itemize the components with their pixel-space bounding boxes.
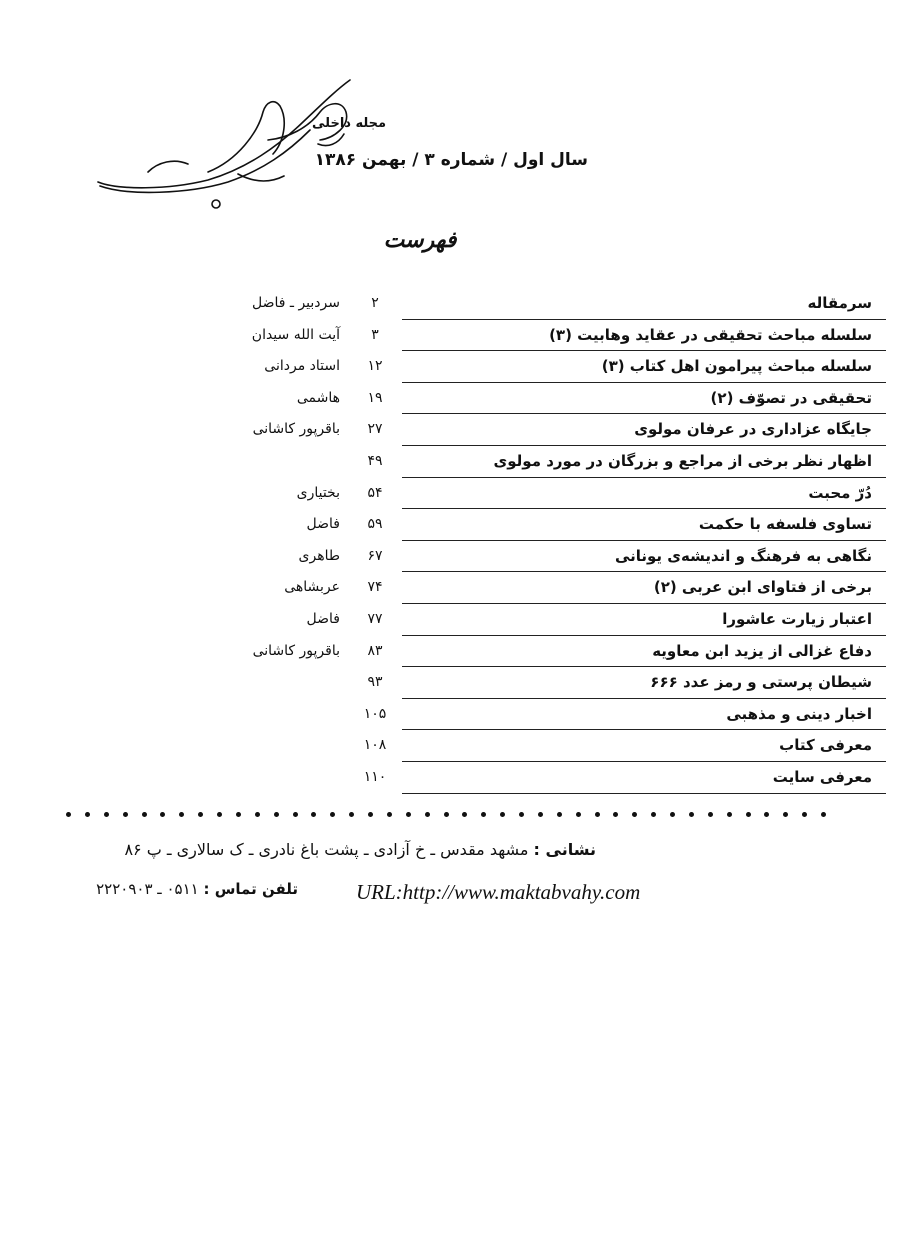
divider-dot xyxy=(179,812,184,817)
divider-dot xyxy=(802,812,807,817)
toc-entry-author: طاهری xyxy=(298,547,340,564)
toc-entry-page: ۲۷ xyxy=(367,421,383,438)
toc-row xyxy=(100,730,886,762)
table-of-contents xyxy=(100,288,886,794)
divider-dot xyxy=(595,812,600,817)
toc-entry-page: ۷۷ xyxy=(367,610,383,627)
divider-dot xyxy=(66,812,71,817)
toc-entry-page: ۶۷ xyxy=(367,547,383,564)
toc-entry-title: سلسله مباحث پیرامون اهل کتاب (۳) xyxy=(402,351,886,383)
address xyxy=(66,840,596,859)
toc-entry-author: سردبیر ـ فاضل xyxy=(252,295,340,311)
divider-dot xyxy=(406,812,411,817)
divider-dot xyxy=(557,812,562,817)
toc-row xyxy=(100,288,886,320)
toc-entry-page: ۵۴ xyxy=(367,484,383,501)
divider-dot xyxy=(368,812,373,817)
divider-dot xyxy=(198,812,203,817)
toc-entry-page: ۱۰۵ xyxy=(363,705,387,722)
divider-dot xyxy=(255,812,260,817)
toc-entry-title: معرفی کتاب xyxy=(402,730,886,762)
toc-entry-page: ۸۳ xyxy=(367,642,383,659)
divider-dot xyxy=(708,812,713,817)
divider-dot xyxy=(500,812,505,817)
toc-entry-author: هاشمی xyxy=(296,389,340,406)
toc-entry-page: ۴۹ xyxy=(367,452,383,469)
divider-dot xyxy=(727,812,732,817)
divider-dot xyxy=(519,812,524,817)
toc-heading: فهرست xyxy=(383,228,457,253)
toc-entry-author: بختیاری xyxy=(296,484,340,501)
phone xyxy=(66,880,298,898)
toc-entry-title: تساوی فلسفه با حکمت xyxy=(402,509,886,541)
toc-row xyxy=(100,604,886,636)
toc-entry-title: جایگاه عزاداری در عرفان مولوی xyxy=(402,414,886,446)
toc-entry-title: اظهار نظر برخی از مراجع و بزرگان در مورد مولوی xyxy=(402,446,886,478)
divider-dot xyxy=(236,812,241,817)
magazine-type-label: مجله داخلی xyxy=(312,116,387,131)
divider-dot xyxy=(293,812,298,817)
toc-entry-page: ۱۹ xyxy=(367,389,383,406)
toc-entry-page: ۱۱۰ xyxy=(363,768,387,785)
divider-dot xyxy=(330,812,335,817)
toc-row xyxy=(100,414,886,446)
divider-dot xyxy=(746,812,751,817)
toc-entry-title: برخی از فتاوای ابن عربی (۲) xyxy=(402,572,886,604)
toc-entry-title: نگاهی به فرهنگ و اندیشه‌ی یونانی xyxy=(402,541,886,573)
toc-row xyxy=(100,446,886,478)
toc-row xyxy=(100,509,886,541)
toc-entry-author: فاضل xyxy=(306,516,340,533)
divider-dot xyxy=(85,812,90,817)
divider-dot xyxy=(274,812,279,817)
toc-row xyxy=(100,667,886,699)
toc-entry-title: معرفی سایت xyxy=(402,762,886,794)
toc-entry-author: عربشاهی xyxy=(284,579,340,596)
toc-entry-author: استاد مردانی xyxy=(264,358,340,375)
address-value: مشهد مقدس ـ خ آزادی ـ پشت باغ نادری ـ ک سالاری ـ پ ۸۶ xyxy=(124,840,529,859)
divider-dot xyxy=(104,812,109,817)
toc-entry-page: ۳ xyxy=(371,326,379,343)
divider-dot xyxy=(689,812,694,817)
toc-row xyxy=(100,320,886,352)
toc-entry-title: سلسله مباحث تحقیقی در عقاید وهابیت (۳) xyxy=(402,320,886,352)
toc-entry-page: ۵۹ xyxy=(367,516,383,533)
divider-dot xyxy=(462,812,467,817)
toc-row xyxy=(100,699,886,731)
toc-entry-page: ۷۴ xyxy=(367,579,383,596)
divider-dot xyxy=(613,812,618,817)
divider-dot xyxy=(783,812,788,817)
divider-dot xyxy=(123,812,128,817)
divider-dot xyxy=(538,812,543,817)
address-label: نشانی : xyxy=(533,840,596,859)
toc-entry-author: آیت الله سیدان xyxy=(251,326,340,343)
divider-dot xyxy=(160,812,165,817)
issue-info: سال اول / شماره ۳ / بهمن ۱۳۸۶ xyxy=(314,150,588,170)
toc-entry-title: اعتبار زیارت عاشورا xyxy=(402,604,886,636)
divider-dot xyxy=(481,812,486,817)
phone-label: تلفن تماس : xyxy=(203,880,298,898)
divider-dot xyxy=(311,812,316,817)
toc-entry-title: دفاع غزالی از یزید ابن معاویه xyxy=(402,636,886,668)
toc-entry-author: باقرپور کاشانی xyxy=(252,642,340,659)
phone-value: ۰۵۱۱ ـ ۲۲۲۰۹۰۳ xyxy=(96,880,199,898)
dotted-divider xyxy=(66,802,826,826)
divider-dot xyxy=(349,812,354,817)
divider-dot xyxy=(632,812,637,817)
divider-dot xyxy=(576,812,581,817)
website-url: URL:http://www.maktabvahy.com xyxy=(356,880,641,904)
divider-dot xyxy=(387,812,392,817)
toc-entry-page: ۱۰۸ xyxy=(363,737,387,754)
toc-row xyxy=(100,636,886,668)
toc-entry-author: باقرپور کاشانی xyxy=(252,421,340,438)
divider-dot xyxy=(444,812,449,817)
divider-dot xyxy=(764,812,769,817)
toc-row xyxy=(100,762,886,794)
divider-dot xyxy=(670,812,675,817)
toc-entry-title: تحقیقی در تصوّف (۲) xyxy=(402,383,886,415)
toc-entry-page: ۲ xyxy=(371,295,379,311)
toc-entry-title: اخبار دینی و مذهبی xyxy=(402,699,886,731)
toc-entry-author: فاضل xyxy=(306,610,340,627)
toc-entry-title: دُرّ محبت xyxy=(402,478,886,510)
divider-dot xyxy=(425,812,430,817)
toc-entry-title: سرمقاله xyxy=(402,288,886,320)
toc-entry-title: شیطان پرستی و رمز عدد ۶۶۶ xyxy=(402,667,886,699)
divider-dot xyxy=(217,812,222,817)
divider-dot xyxy=(821,812,826,817)
toc-row xyxy=(100,541,886,573)
toc-row xyxy=(100,478,886,510)
toc-row xyxy=(100,572,886,604)
toc-row xyxy=(100,383,886,415)
toc-entry-page: ۱۲ xyxy=(367,358,383,375)
toc-row xyxy=(100,351,886,383)
toc-entry-page: ۹۳ xyxy=(367,674,383,691)
divider-dot xyxy=(142,812,147,817)
divider-dot xyxy=(651,812,656,817)
